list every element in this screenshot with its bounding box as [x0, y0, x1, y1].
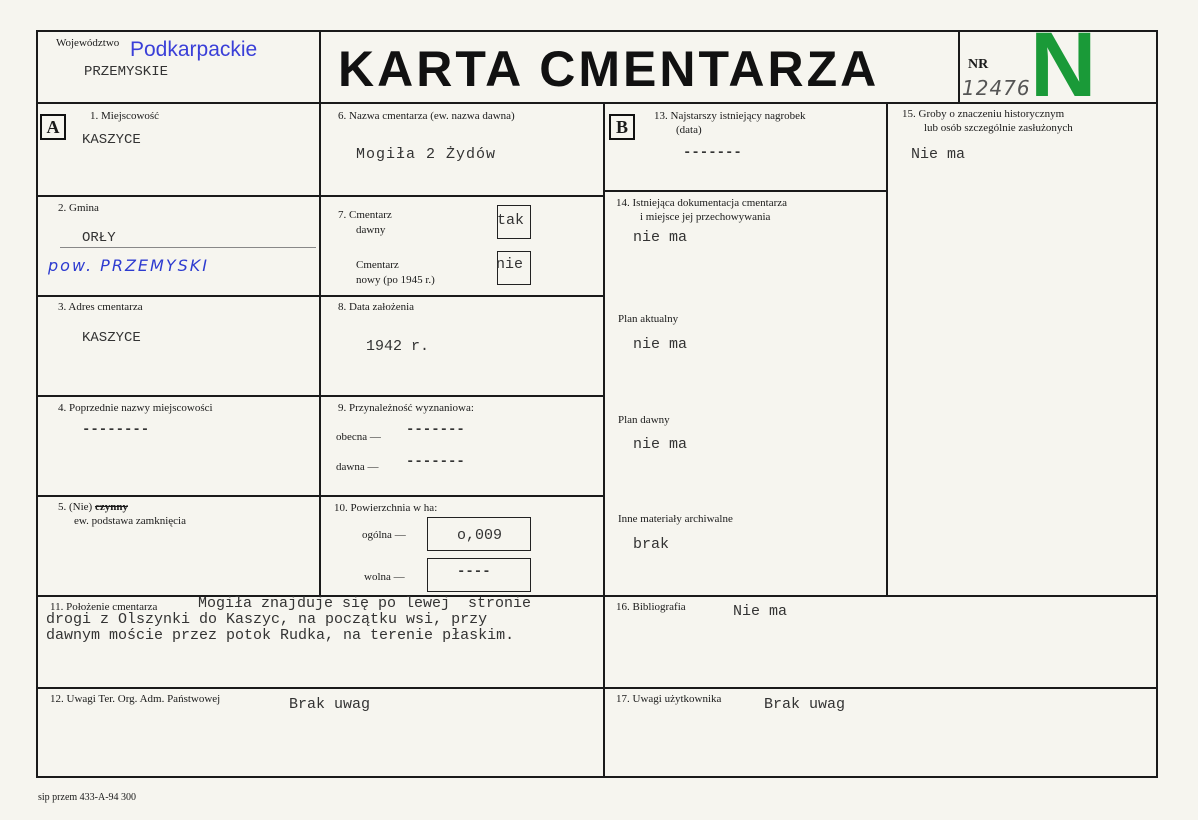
frame-bottom	[36, 776, 1158, 778]
col-divider-b	[886, 102, 888, 596]
field-9-dawna-value: -------	[406, 454, 465, 470]
frame-left	[36, 30, 38, 778]
field-4-value: --------	[82, 422, 150, 438]
plan-dawny-label: Plan dawny	[618, 414, 670, 426]
field-9-dawna-label: dawna —	[336, 461, 379, 473]
card-title: KARTA CMENTARZA	[338, 41, 880, 97]
field-9-obecna-value: -------	[406, 422, 465, 438]
field-5-label-text: 5. (Nie)	[58, 501, 95, 513]
field-10-ogolna-label: ogólna —	[362, 529, 406, 541]
field-12-value: Brak uwag	[289, 696, 371, 713]
field-2-value: ORŁY	[82, 230, 116, 246]
field-10-ogolna-value: o,009	[457, 527, 503, 544]
plan-aktualny-label: Plan aktualny	[618, 313, 679, 325]
row-div-b1	[604, 190, 886, 192]
field-13-value: -------	[683, 145, 742, 161]
print-code: sip przem 433-A-94 300	[38, 792, 137, 803]
field-16-label: 16. Bibliografia	[616, 601, 686, 613]
field-5-label2: ew. podstawa zamknięcia	[74, 515, 186, 527]
wojewodztwo-value: PRZEMYSKIE	[84, 64, 169, 80]
field-14-value: nie ma	[633, 229, 688, 246]
nr-value: 12476	[962, 76, 1031, 100]
frame-header-bottom	[36, 102, 1158, 104]
section-a-marker: A	[40, 114, 66, 140]
field-7-sub2: nowy (po 1945 r.)	[356, 274, 435, 286]
field-10-label: 10. Powierzchnia w ha:	[334, 502, 438, 514]
plan-dawny-value: nie ma	[633, 436, 688, 453]
underline-gmina	[60, 247, 316, 248]
header-divider-1	[319, 30, 321, 102]
field-11-line3: dawnym moście przez potok Rudka, na terenie płaskim.	[46, 627, 515, 644]
nr-mark-n: N	[1030, 14, 1097, 116]
field-13-label: 13. Najstarszy istniejący nagrobek	[654, 110, 806, 122]
field-14-label2: i miejsce jej przechowywania	[640, 211, 771, 223]
field-8-label: 8. Data założenia	[338, 301, 415, 313]
field-15-label2: lub osób szczególnie zasłużonych	[924, 122, 1073, 134]
field-9-label: 9. Przynależność wyznaniowa:	[338, 402, 474, 414]
frame-right	[1156, 30, 1158, 778]
field-5-label	[58, 500, 128, 514]
field-5-struck-word: czynny	[94, 501, 128, 513]
field-6-label: 6. Nazwa cmentarza (ew. nazwa dawna)	[338, 110, 515, 122]
col-divider-a	[319, 102, 321, 596]
nr-label: NR	[968, 57, 989, 72]
section-b-marker: B	[609, 114, 635, 140]
field-15-value: Nie ma	[911, 146, 966, 163]
inne-materialy-label: Inne materiały archiwalne	[618, 513, 733, 525]
field-4-label: 4. Poprzednie nazwy miejscowości	[58, 402, 213, 414]
wojewodztwo-stamp: Podkarpackie	[130, 38, 258, 61]
inne-materialy-value: brak	[633, 536, 670, 553]
field-16-value: Nie ma	[733, 603, 788, 620]
wojewodztwo-label: Województwo	[56, 37, 120, 49]
field-6-value: Mogiła 2 Żydów	[356, 146, 497, 163]
field-3-value: KASZYCE	[82, 330, 141, 346]
field-2-handwritten: pow. PRZEMYSKI	[48, 256, 209, 275]
field-7-value-nowy: nie	[496, 256, 524, 273]
field-7-label2: Cmentarz	[356, 259, 399, 271]
field-14-label: 14. Istniejąca dokumentacja cmentarza	[616, 197, 788, 209]
field-17-label: 17. Uwagi użytkownika	[616, 693, 722, 705]
field-17-value: Brak uwag	[764, 696, 846, 713]
field-9-obecna-label: obecna —	[336, 431, 381, 443]
field-13-label2: (data)	[676, 124, 702, 136]
row-div-2	[36, 295, 604, 297]
field-10-wolna-label: wolna —	[364, 571, 405, 583]
field-7-sub1: dawny	[356, 224, 386, 236]
field-10-wolna-value: ----	[457, 564, 491, 580]
field-15-label: 15. Groby o znaczeniu historycznym	[902, 108, 1065, 120]
row-div-3	[36, 395, 604, 397]
field-12-label: 12. Uwagi Ter. Org. Adm. Państwowej	[50, 693, 221, 705]
field-11-label: 11. Położenie cmentarza	[50, 601, 158, 613]
frame-top	[36, 30, 1158, 32]
row-div-6	[36, 687, 1158, 689]
field-8-value: 1942 r.	[366, 338, 430, 355]
field-1-value: KASZYCE	[82, 132, 141, 148]
plan-aktualny-value: nie ma	[633, 336, 688, 353]
col-divider-mid	[603, 102, 605, 776]
field-11-line1: Mogiła znajduje się po lewej stronie	[198, 595, 532, 612]
field-7-label: 7. Cmentarz	[338, 209, 392, 221]
field-1-label: 1. Miejscowość	[90, 110, 160, 122]
field-11-line2: drogi z Olszynki do Kaszyc, na początku wsi, przy	[46, 611, 488, 628]
field-2-label: 2. Gmina	[58, 202, 99, 214]
header-divider-2	[958, 30, 960, 102]
row-div-4	[36, 495, 604, 497]
field-7-value-dawny: tak	[497, 212, 525, 229]
row-div-1	[36, 195, 604, 197]
field-3-label: 3. Adres cmentarza	[58, 301, 143, 313]
